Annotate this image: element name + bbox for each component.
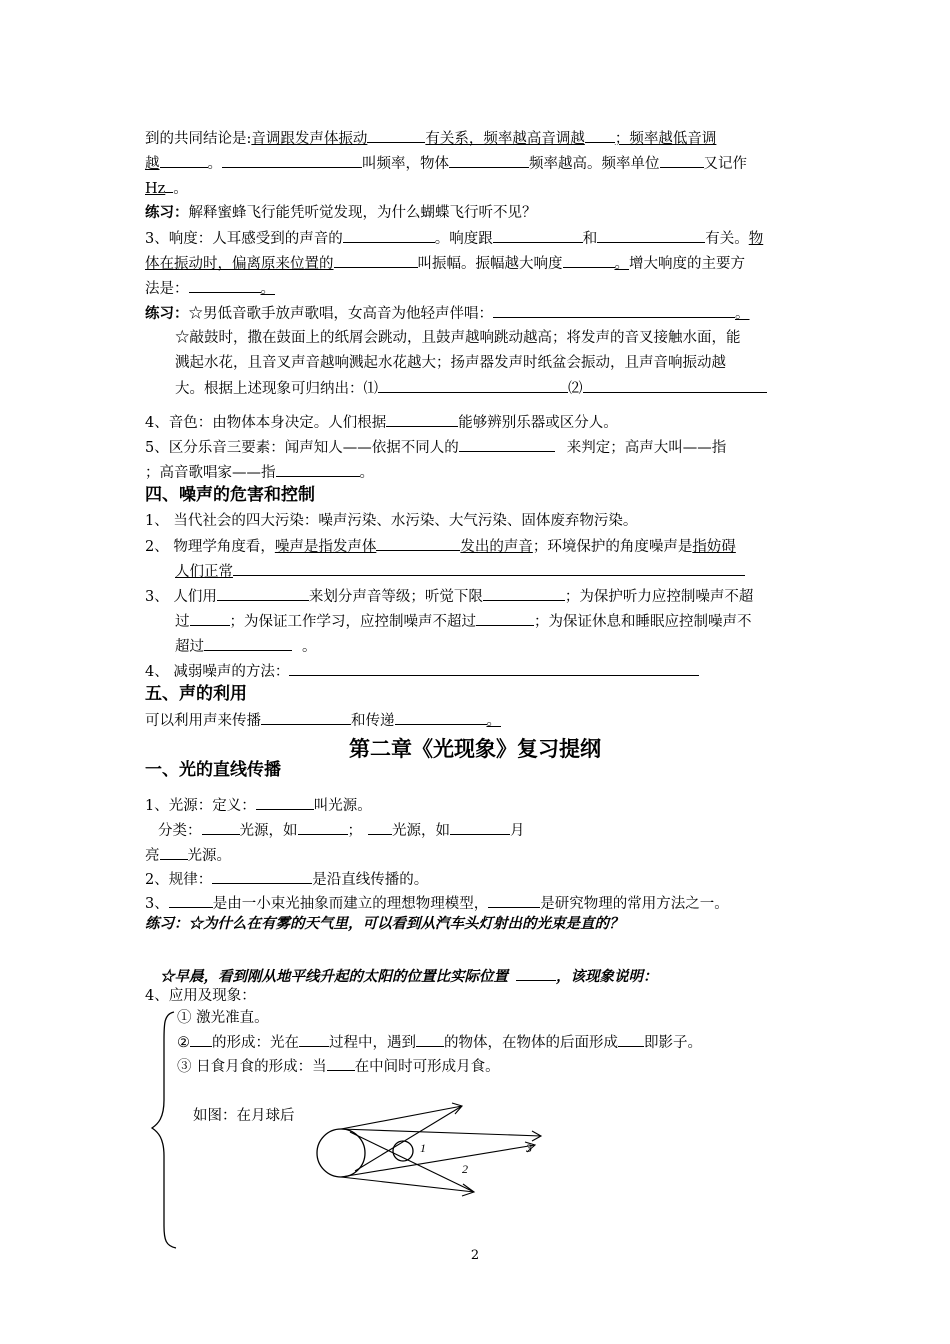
- text: ☆敲鼓时，撒在鼓面上的纸屑会跳动，且鼓声越响跳动越高；将发声的音叉接触水面，能: [175, 330, 741, 346]
- text: 的物体，在物体的后面形成: [444, 1035, 618, 1051]
- text: 。响度跟: [434, 231, 493, 247]
- text: 来判定；高声大叫——指: [566, 440, 727, 456]
- text: ☆男低音歌手放声歌唱，女高音为他轻声伴唱：: [188, 306, 493, 322]
- text: ① 激光准直。: [177, 1010, 269, 1026]
- text: 叫频率，物体: [362, 156, 449, 172]
- text: ②: [177, 1035, 190, 1051]
- page-number: 2: [470, 1248, 480, 1263]
- underlined-text: 越: [145, 156, 160, 172]
- text: 。: [207, 156, 222, 172]
- text: 。: [173, 181, 188, 197]
- text: 和传递: [351, 713, 395, 729]
- figure-label: 1: [420, 1141, 426, 1155]
- text: 有关。: [705, 231, 749, 247]
- text: 1、 当代社会的四大污染：噪声污染、水污染、大气污染、固体废弃物污染。: [145, 513, 638, 529]
- practice-line: 练习：☆为什么在有雾的天气里，可以看到从汽车头灯射出的光束是直的？: [145, 915, 624, 932]
- text: 。: [486, 713, 501, 729]
- text: 频率越高。频率单位: [529, 156, 660, 172]
- text: 到的共同结论是:: [145, 131, 252, 147]
- text: ；为保护听力应控制噪声不超: [564, 589, 754, 605]
- practice-label: 练习：: [145, 305, 189, 322]
- text: 分类：: [158, 823, 202, 839]
- text: 叫振幅。振幅越大响度: [417, 256, 563, 272]
- text: 光源，如: [239, 823, 298, 839]
- underlined-text: 有关系，频率越高音调越: [425, 131, 585, 147]
- text: ，该现象说明：: [556, 968, 658, 985]
- chapter-title: 第二章《光现象》复习提纲: [349, 737, 601, 761]
- text: 2、 物理学角度看，: [145, 539, 275, 555]
- text: ☆早晨，看到刚从地平线升起的太阳的位置比实际位置: [160, 968, 508, 985]
- text: 法是：: [145, 281, 189, 297]
- text: 5、区分乐音三要素：闻声知人——依据不同人的: [145, 440, 459, 456]
- underlined-text: 音调跟发声体振动: [251, 131, 368, 147]
- text: 4、应用及现象：: [145, 988, 256, 1004]
- underlined-text: 人们正常: [175, 564, 233, 580]
- text: ；为保证工作学习，应控制噪声不超过: [229, 614, 476, 630]
- underlined-text: 指妨碍: [692, 539, 736, 555]
- curly-brace: [152, 1012, 176, 1248]
- text: 过: [175, 614, 190, 630]
- underlined-text: 发出的声音: [460, 539, 533, 555]
- text: 溅起水花，且音叉声音越响溅起水花越大；扬声器发声时纸盆会振动，且声音响振动越: [175, 355, 726, 371]
- text: 3、: [145, 896, 169, 912]
- text: 的形成：光在: [212, 1035, 299, 1051]
- text: 是沿直线传播的。: [312, 872, 429, 888]
- section-heading: 一、光的直线传播: [145, 760, 281, 780]
- text: ⑵: [568, 381, 583, 397]
- text: 光源。: [187, 848, 231, 864]
- text: 。: [302, 639, 317, 655]
- text: ；环境保护的角度噪声是: [532, 539, 693, 555]
- light-ray: [350, 1132, 474, 1192]
- light-ray: [341, 1177, 474, 1192]
- practice-label: 练习：: [145, 204, 189, 221]
- text: 又记作: [703, 156, 747, 172]
- text: 大。根据上述现象可归纳出：⑴: [175, 381, 378, 397]
- text: 超过: [175, 639, 204, 655]
- text: 光源，如: [392, 823, 450, 839]
- section-heading: 五、声的利用: [145, 684, 247, 704]
- text: 过程中，遇到: [329, 1035, 416, 1051]
- text: 4、 减弱噪声的方法：: [145, 664, 290, 680]
- text: ；为保证休息和睡眠应控制噪声不: [534, 614, 752, 630]
- text: 3、 人们用: [145, 589, 217, 605]
- underlined-text: 噪声是指发声体: [274, 539, 377, 555]
- text: 解释蜜蜂飞行能凭听觉发现，为什么蝴蝶飞行听不见？: [188, 205, 537, 221]
- text: 可以利用声来传播: [145, 713, 261, 729]
- text: 即影子。: [644, 1035, 702, 1051]
- text: 是研究物理的常用方法之一。: [540, 896, 729, 912]
- text: ；高音歌唱家——指: [145, 465, 276, 481]
- text: 3、响度：人耳感受到的声音的: [145, 231, 343, 247]
- text: 是由一小束光抽象而建立的理想物理模型，: [212, 896, 489, 912]
- underlined-text: Hz: [145, 181, 166, 197]
- text: 2、规律：: [145, 872, 213, 888]
- text: 。: [735, 306, 750, 322]
- text: 叫光源。: [313, 798, 372, 814]
- text: 。: [614, 256, 629, 272]
- arrow-head: [462, 1184, 474, 1196]
- text: ③ 日食月食的形成：当: [177, 1059, 327, 1075]
- text: 。: [260, 281, 275, 297]
- text: ；: [347, 823, 362, 839]
- text: 月: [510, 823, 525, 839]
- text: 。: [359, 465, 374, 481]
- underlined-text: ；频率越低音调: [614, 131, 717, 147]
- text: 亮: [145, 848, 160, 864]
- text: 增大响度的主要方: [629, 256, 745, 272]
- text: 来划分声音等级；听觉下限: [308, 589, 483, 605]
- text: 和: [582, 231, 598, 247]
- section-heading: 四、噪声的危害和控制: [145, 485, 315, 505]
- text: 能够辨别乐器或区分人。: [458, 415, 618, 431]
- light-ray: [341, 1129, 541, 1136]
- figure-label: 2: [462, 1162, 468, 1176]
- figure-caption: 如图：在月球后: [193, 1108, 295, 1124]
- text: 1、光源：定义：: [145, 798, 256, 814]
- text: 在中间时可形成月食。: [354, 1059, 500, 1075]
- text: 4、音色：由物体本身决定。人们根据: [145, 415, 387, 431]
- figure-label: 3: [526, 1141, 532, 1155]
- underlined-text: 体在振动时，偏离原来位置的: [145, 256, 334, 272]
- underlined-text: 物: [748, 231, 764, 247]
- light-ray: [341, 1145, 535, 1177]
